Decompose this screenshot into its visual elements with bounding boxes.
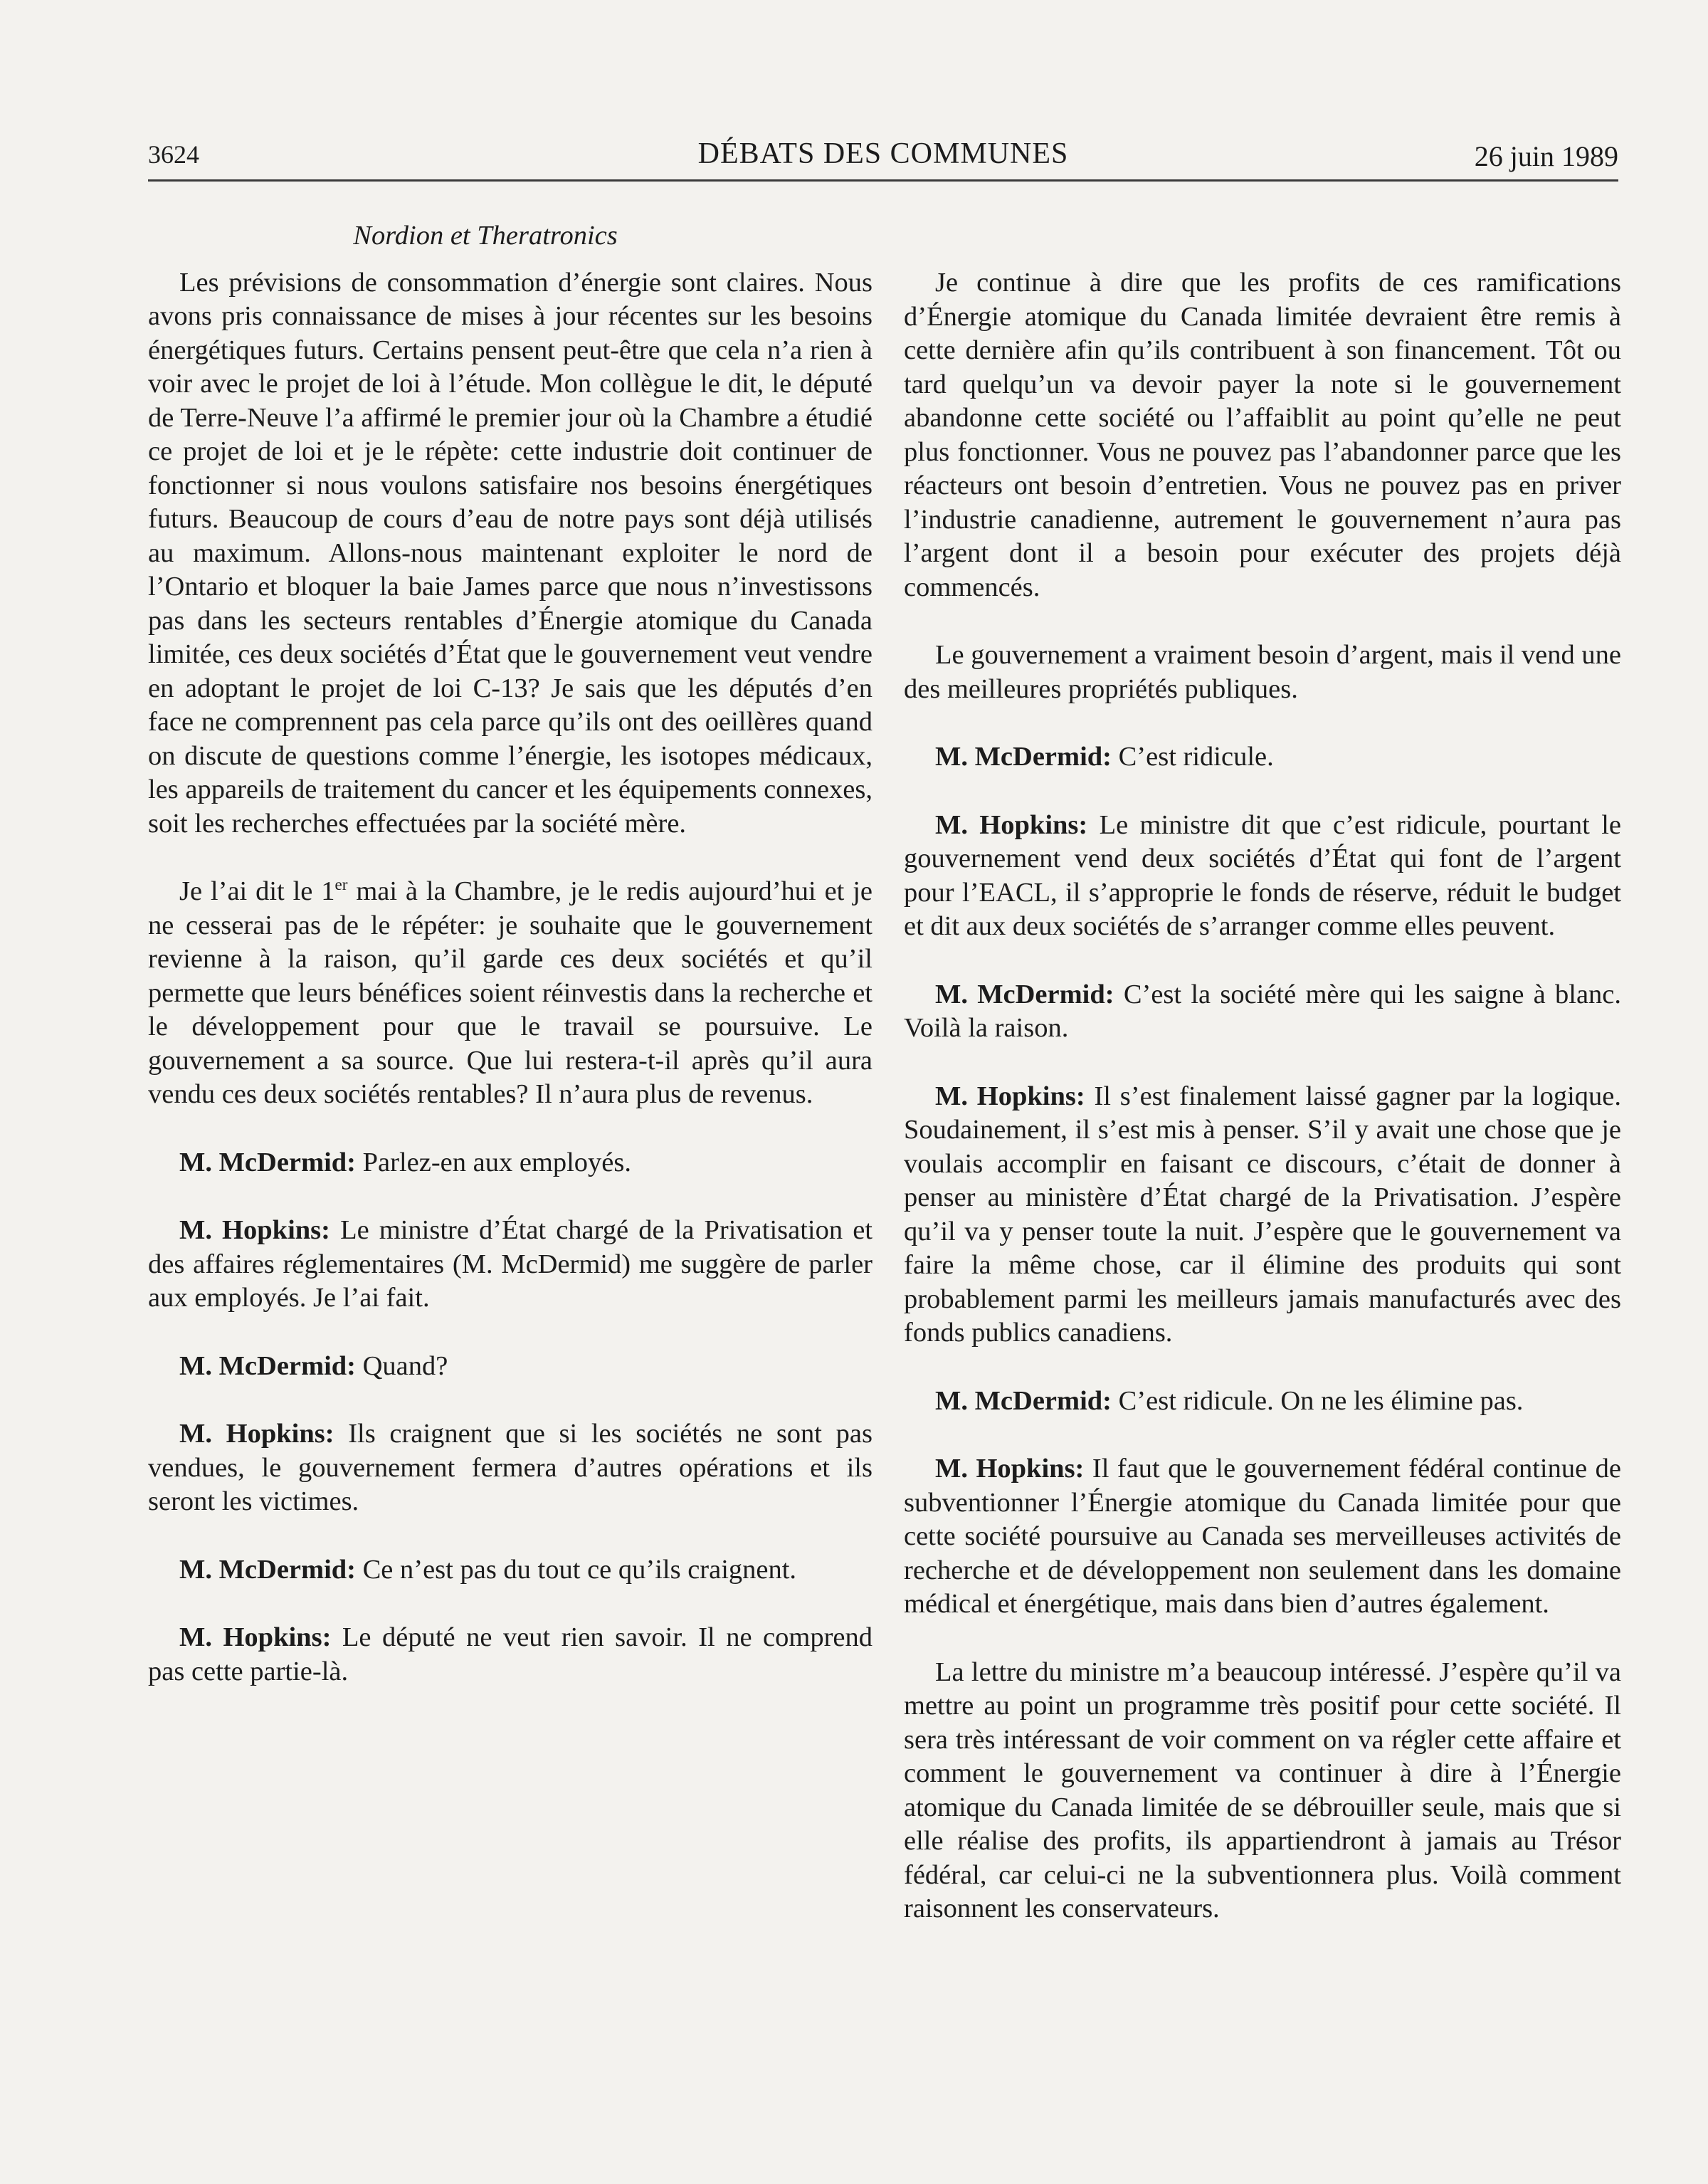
speech xyxy=(148,1146,873,1180)
speech xyxy=(148,1553,873,1587)
page-header xyxy=(148,137,1618,182)
speech-text: Le ministre d’État chargé de la Privatisation et des affaires réglementaires (M. McDermid) me suggère de parler aux employés. Je l’ai fait. xyxy=(148,1215,873,1313)
speaker-name: M. McDermid: xyxy=(179,1147,356,1177)
paragraph: Je continue à dire que les profits de ces ramifications d’Énergie atomique du Canada limitée devraient être remis à cette dernière afin qu’ils contribuent à son financement. Tôt ou tard quelqu’un va devoir payer la note si le gouvernement abandonne cette société ou l’affaiblit au point qu’elle ne peut plus fonctionner. Vous ne pouvez pas l’abandonner parce que les réacteurs ont besoin d’entretien. Vous ne pouvez pas en priver l’industrie canadienne, autrement le gouvernement n’aura pas l’argent dont il a besoin pour exécuter des projets déjà commencés. xyxy=(904,268,1621,602)
paragraph-text: Je l’ai dit le 1 xyxy=(179,876,335,906)
speech xyxy=(148,1214,873,1316)
speech xyxy=(904,978,1621,1046)
speech xyxy=(904,809,1621,944)
speech xyxy=(904,1385,1621,1419)
speaker-name: M. Hopkins: xyxy=(935,809,1088,840)
speech-text: Il s’est finalement laissé gagner par la logique. Soudainement, il s’est mis à penser. S’il y avait une chose que je voulais accomplir en faisant ce discours, c’était de donner à penser au ministère d’État chargé de la Privatisation. J’espère qu’il va y penser toute la nuit. J’espère que le gouvernement va faire la même chose, car il élimine des produits qui sont probablement parmi les meilleurs jamais manufacturés avec des fonds publics canadiens. xyxy=(904,1081,1621,1348)
journal-title: DÉBATS DES COMMUNES xyxy=(697,137,1069,170)
speech-text: Il faut que le gouvernement fédéral continue de subventionner l’Énergie atomique du Canada limitée pour que cette société poursuive au Canada ses merveilleuses activités de recherche et de développement non seulement dans les domaine médical et énergétique, mais dans bien d’autres également. xyxy=(904,1454,1621,1619)
paragraph: Les prévisions de consommation d’énergie sont claires. Nous avons pris connaissance de mises à jour récentes sur les besoins énergétiques futurs. Certains pensent peut-être que cela n’a rien à voir avec le projet de loi à l’étude. Mon collègue le dit, le député de Terre-Neuve l’a affirmé le premier jour où la Chambre a étudié ce projet de loi et je le répète: cette industrie doit continuer de fonctionner si nous voulons satisfaire nos besoins énergétiques futurs. Beaucoup de cours d’eau de notre pays sont déjà utilisés au maximum. Allons-nous maintenant exploiter le nord de l’Ontario et bloquer la baie James parce que nous n’investissons pas dans les secteurs rentables d’Énergie atomique du Canada limitée, ces deux sociétés d’État que le gouvernement veut vendre en adoptant le projet de loi C-13? Je sais que les députés d’en face ne comprennent pas cela parce qu’ils ont des oeillères quand on discute de questions comme l’énergie, les isotopes médicaux, les appareils de traitement du cancer et les équipements connexes, soit les recherches effectuées par la société mère. xyxy=(148,267,873,839)
superscript: er xyxy=(334,875,348,894)
speaker-name: M. Hopkins: xyxy=(179,1419,334,1449)
speaker-name: M. Hopkins: xyxy=(179,1215,330,1245)
speaker-name: M. McDermid: xyxy=(935,979,1114,1009)
speech-text: C’est la société mère qui les saigne à blanc. Voilà la raison. xyxy=(904,979,1621,1043)
speech xyxy=(904,1452,1621,1622)
left-column xyxy=(148,214,873,1723)
speech-text: C’est ridicule. xyxy=(1112,742,1274,772)
speech-text: Le ministre dit que c’est ridicule, pourtant le gouvernement vend deux sociétés d’État qui font de l’argent pour l’EACL, il s’approprie le fonds de réserve, réduit le budget et dit aux deux sociétés de s’arranger comme elles peuvent. xyxy=(904,809,1621,941)
section-title: Nordion et Theratronics xyxy=(353,221,618,251)
speech-text: Ce n’est pas du tout ce qu’ils craignent. xyxy=(356,1554,797,1585)
speaker-name: M. McDermid: xyxy=(179,1554,356,1585)
speech xyxy=(904,740,1621,775)
paragraph: Le gouvernement a vraiment besoin d’argent, mais il vend une des meilleures propriétés publiques. xyxy=(904,640,1621,704)
speech-text: Quand? xyxy=(356,1350,448,1381)
speech-text: Ils craignent que si les sociétés ne sont pas vendues, le gouvernement fermera d’autres opérations et ils seront les victimes. xyxy=(148,1419,873,1516)
speaker-name: M. McDermid: xyxy=(935,742,1112,772)
page-number: 3624 xyxy=(148,140,199,169)
paragraph-text: mai à la Chambre, je le redis aujourd’hui et je ne cesserai pas de le répéter: je souhaite que le gouvernement revienne à la raison, qu’il garde ces deux sociétés et qu’il permette que leurs bénéfices soient réinvestis dans la recherche et le développement pour que le travail se poursuive. Le gouvernement a sa source. Que lui restera-t-il après qu’il aura vendu ces deux sociétés rentables? Il n’aura plus de revenus. xyxy=(148,876,873,1109)
speech-text: Parlez-en aux employés. xyxy=(356,1147,631,1177)
speaker-name: M. McDermid: xyxy=(935,1385,1112,1416)
paragraph xyxy=(148,875,873,1112)
paragraph: La lettre du ministre m’a beaucoup intéressé. J’espère qu’il va mettre au point un programme très positif pour cette société. Il sera très intéressant de voir comment on va régler cette affaire et comment le gouvernement va continuer à dire à l’Énergie atomique du Canada limitée de se débrouiller seule, mais que si elle réalise des profits, ils appartiendront à jamais au Trésor fédéral, car celui-ci ne la subventionnera plus. Voilà comment raisonnent les conservateurs. xyxy=(904,1657,1621,1923)
speech xyxy=(148,1417,873,1519)
speaker-name: M. Hopkins: xyxy=(935,1454,1085,1484)
speaker-name: M. Hopkins: xyxy=(935,1081,1085,1111)
speaker-name: M. Hopkins: xyxy=(179,1622,332,1652)
speech-text: C’est ridicule. On ne les élimine pas. xyxy=(1112,1385,1524,1416)
right-column xyxy=(904,266,1621,1960)
speech xyxy=(148,1350,873,1384)
issue-date: 26 juin 1989 xyxy=(1474,140,1618,172)
speech xyxy=(904,1080,1621,1350)
speaker-name: M. McDermid: xyxy=(179,1350,356,1381)
speech-text: Le député ne veut rien savoir. Il ne comprend pas cette partie-là. xyxy=(148,1622,873,1686)
speech xyxy=(148,1621,873,1689)
